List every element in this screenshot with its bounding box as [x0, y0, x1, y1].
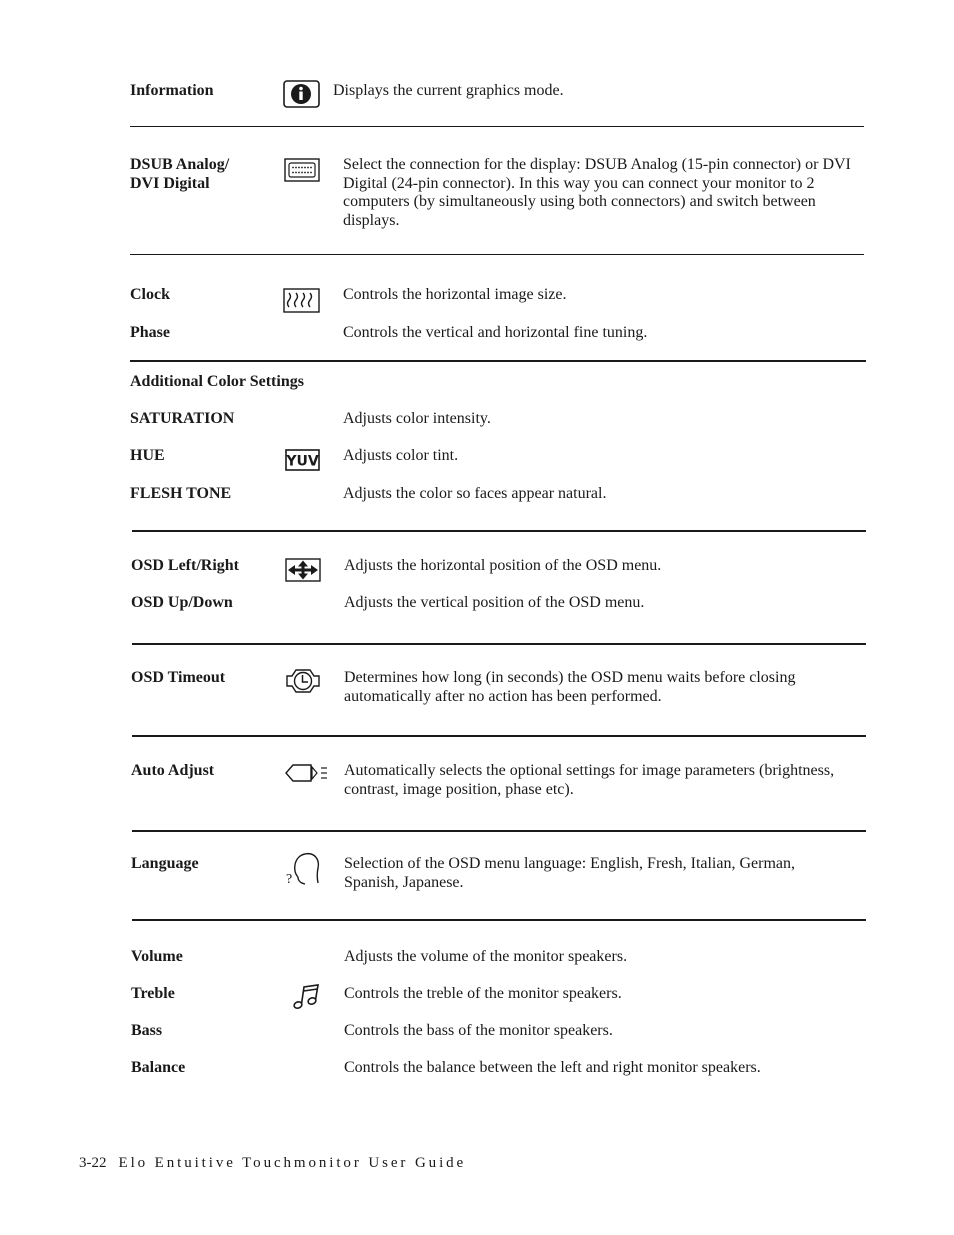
section-divider	[130, 126, 864, 127]
flesh-tone-label: FLESH TONE	[130, 485, 232, 502]
osd-timeout-description: Determines how long (in seconds) the OSD menu waits before closing automatically after no action has been performed.	[344, 669, 796, 705]
section-divider	[130, 254, 864, 255]
language-description: Selection of the OSD menu language: English, Fresh, Italian, German, Spanish, Japanese.	[344, 855, 796, 891]
section-divider	[132, 919, 866, 921]
section-divider	[132, 530, 866, 532]
osd-up-down-label: OSD Up/Down	[131, 594, 233, 611]
yuv-icon	[285, 449, 320, 471]
balance-description: Controls the balance between the left and right monitor speakers.	[344, 1059, 761, 1076]
volume-description: Adjusts the volume of the monitor speakers.	[344, 948, 628, 965]
timer-icon	[285, 668, 321, 694]
phase-label: Phase	[130, 324, 170, 341]
bass-label: Bass	[131, 1022, 163, 1039]
hue-description: Adjusts color tint.	[343, 447, 459, 464]
osd-left-right-label: OSD Left/Right	[131, 557, 239, 574]
color-settings-heading: Additional Color Settings	[130, 373, 304, 390]
dsub-label-line1: DSUB Analog/	[130, 156, 230, 173]
phase-description: Controls the vertical and horizontal fine tuning.	[343, 324, 648, 341]
clock-description: Controls the horizontal image size.	[343, 286, 567, 303]
osd-left-right-description: Adjusts the horizontal position of the OSD menu.	[344, 557, 662, 574]
auto-adjust-description: Automatically selects the optional settings for image parameters (brightness, contrast, image position, phase etc).	[344, 762, 835, 798]
info-icon	[283, 80, 320, 108]
clock-phase-icon	[283, 288, 320, 313]
section-divider	[132, 735, 866, 737]
auto-adjust-label: Auto Adjust	[131, 762, 215, 779]
move-arrows-icon	[285, 558, 321, 582]
saturation-label: SATURATION	[130, 410, 235, 427]
flesh-tone-description: Adjusts the color so faces appear natural.	[343, 485, 607, 502]
yuv-icon-text: YUV	[286, 453, 319, 470]
treble-description: Controls the treble of the monitor speakers.	[344, 985, 622, 1002]
balance-label: Balance	[131, 1059, 186, 1076]
section-divider	[132, 643, 866, 645]
dsub-label-line2: DVI Digital	[130, 175, 210, 192]
volume-label: Volume	[131, 948, 183, 965]
section-divider	[132, 830, 866, 832]
osd-up-down-description: Adjusts the vertical position of the OSD menu.	[344, 594, 645, 611]
auto-adjust-icon	[285, 763, 329, 783]
language-icon-question: ?	[286, 872, 293, 887]
language-icon	[284, 851, 322, 887]
treble-label: Treble	[131, 985, 175, 1002]
footer-title: Elo Entuitive Touchmonitor User Guide	[118, 1155, 467, 1171]
page-footer	[79, 1155, 466, 1172]
saturation-description: Adjusts color intensity.	[343, 410, 491, 427]
hue-label: HUE	[130, 447, 165, 464]
osd-timeout-label: OSD Timeout	[131, 669, 226, 686]
section-divider	[130, 360, 866, 362]
clock-label: Clock	[130, 286, 170, 303]
page-number: 3-22	[79, 1155, 107, 1171]
information-label: Information	[130, 82, 214, 99]
dsub-description: Select the connection for the display: DSUB Analog (15-pin connector) or DVI Digital (24-pin connector). In this way you can connect your monitor to 2 computers (by simultaneously using both connectors) and switch between displays.	[343, 156, 851, 229]
bass-description: Controls the bass of the monitor speakers.	[344, 1022, 613, 1039]
connector-icon	[284, 158, 320, 182]
language-label: Language	[131, 855, 199, 872]
music-note-icon	[292, 983, 320, 1011]
information-description: Displays the current graphics mode.	[333, 82, 564, 99]
